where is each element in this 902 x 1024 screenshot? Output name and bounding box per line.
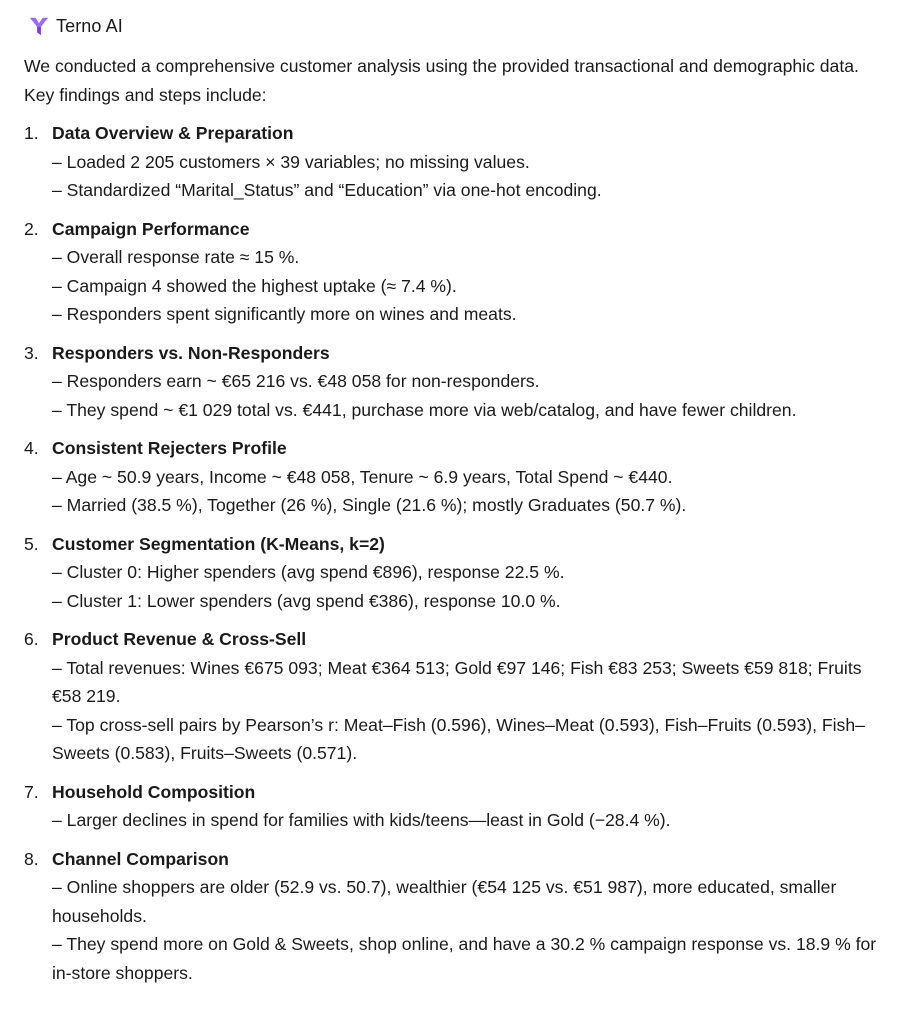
intro-paragraph: We conducted a comprehensive customer analysis using the provided transactional and demographic data. Key findings and steps include:	[24, 56, 859, 105]
finding-number: 7.	[24, 781, 39, 802]
finding-item	[24, 119, 888, 205]
finding-item	[24, 215, 888, 329]
finding-line: – Online shoppers are older (52.9 vs. 50.7), wealthier (€54 125 vs. €51 987), more educated, smaller households.	[52, 877, 837, 926]
finding-number: 2.	[24, 218, 39, 239]
finding-number: 4.	[24, 438, 39, 458]
finding-number: 8.	[24, 848, 39, 869]
message-header	[24, 14, 888, 38]
finding-number: 1.	[24, 123, 39, 143]
finding-line: – Age ~ 50.9 years, Income ~ €48 058, Tenure ~ 6.9 years, Total Spend ~ €440.	[52, 466, 673, 487]
finding-item	[24, 339, 888, 425]
finding-line: – They spend more on Gold & Sweets, shop online, and have a 30.2 % campaign response vs. 18.9 % for in-store shoppers.	[52, 934, 877, 983]
finding-item	[24, 434, 888, 520]
finding-line: – Campaign 4 showed the highest uptake (≈ 7.4 %).	[52, 275, 457, 296]
finding-line: – Total revenues: Wines €675 093; Meat €364 513; Gold €97 146; Fish €83 253; Sweets €59 818; Fruits €58 219.	[52, 657, 862, 706]
finding-number: 3.	[24, 342, 39, 363]
terno-logo-icon	[28, 15, 50, 37]
finding-line: – Overall response rate ≈ 15 %.	[52, 247, 300, 267]
finding-number: 6.	[24, 629, 39, 649]
finding-item	[24, 845, 888, 988]
finding-title: Data Overview & Preparation	[52, 123, 294, 143]
finding-title: Campaign Performance	[52, 218, 250, 239]
finding-line: – Loaded 2 205 customers × 39 variables; no missing values.	[52, 151, 530, 172]
finding-line: – Cluster 0: Higher spenders (avg spend €896), response 22.5 %.	[52, 562, 565, 582]
finding-line: – Standardized “Marital_Status” and “Education” via one-hot encoding.	[52, 180, 602, 200]
finding-line: – Top cross-sell pairs by Pearson’s r: Meat–Fish (0.596), Wines–Meat (0.593), Fish–Fruits (0.593), Fish–Sweets (0.583), Fruits–Sweets (0.571).	[52, 714, 865, 763]
findings-list	[24, 119, 888, 987]
finding-title: Channel Comparison	[52, 848, 229, 869]
finding-title: Product Revenue & Cross-Sell	[52, 629, 307, 649]
finding-line: – Responders earn ~ €65 216 vs. €48 058 for non-responders.	[52, 371, 540, 391]
finding-line: – Married (38.5 %), Together (26 %), Single (21.6 %); mostly Graduates (50.7 %).	[52, 495, 687, 515]
finding-line: – Cluster 1: Lower spenders (avg spend €386), response 10.0 %.	[52, 590, 561, 611]
finding-title: Customer Segmentation (K-Means, k=2)	[52, 533, 385, 554]
finding-title: Household Composition	[52, 781, 256, 802]
app-name: Terno AI	[56, 15, 123, 36]
finding-title: Responders vs. Non-Responders	[52, 342, 330, 363]
finding-item	[24, 530, 888, 616]
finding-title: Consistent Rejecters Profile	[52, 438, 287, 458]
finding-item	[24, 625, 888, 768]
finding-number: 5.	[24, 533, 39, 554]
finding-line: – Larger declines in spend for families with kids/teens—least in Gold (−28.4 %).	[52, 810, 671, 830]
finding-line: – They spend ~ €1 029 total vs. €441, purchase more via web/catalog, and have fewer children.	[52, 399, 797, 420]
finding-item	[24, 778, 888, 835]
finding-line: – Responders spent significantly more on wines and meats.	[52, 304, 517, 324]
